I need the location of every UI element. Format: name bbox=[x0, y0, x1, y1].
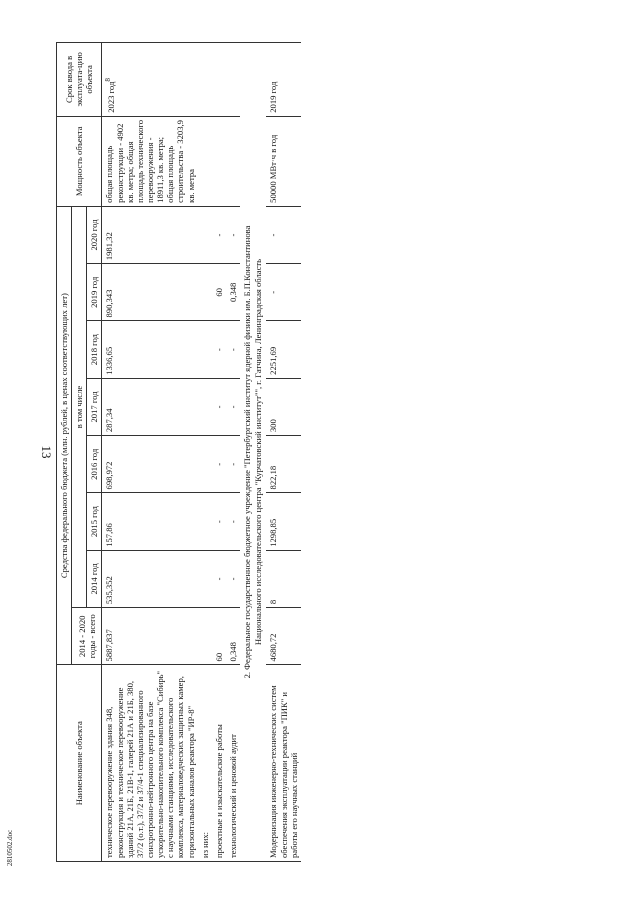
header-year: 2020 год bbox=[87, 206, 102, 263]
cell-2014: 8 bbox=[266, 550, 300, 607]
header-year: 2019 год bbox=[87, 264, 102, 321]
cell-power: общая площадь реконструкции - 4902 кв. метра; общая площадь технического перевооружения - 18911,3 кв. метра; общая площадь строительства - 3203,9 кв. метра bbox=[102, 116, 198, 206]
cell-term bbox=[212, 43, 226, 117]
table-row bbox=[226, 43, 240, 862]
cell-2014: 535,352 bbox=[102, 550, 198, 607]
cell-2018: 2251,69 bbox=[266, 321, 300, 378]
row-name: Модернизация инженерно-технических систем обеспечения эксплуатации реактора "ПИК" и работы его научных станций bbox=[266, 665, 300, 862]
section-title-line: Национального исследовательского центра "Курчатовский институт"", г. Гатчина, Ленинградская область bbox=[253, 258, 264, 646]
cell-2017: 287,34 bbox=[102, 378, 198, 435]
header-power: Мощность объекта bbox=[57, 116, 102, 206]
cell-2015: - bbox=[212, 493, 226, 550]
cell-2019: 0,348 bbox=[226, 264, 240, 321]
cell-total: 0,348 bbox=[226, 608, 240, 665]
cell-2015: 1298,85 bbox=[266, 493, 300, 550]
cell-term bbox=[198, 43, 212, 117]
header-name: Наименование объекта bbox=[57, 665, 102, 862]
cell-2014 bbox=[198, 550, 212, 607]
term-text: 2023 год bbox=[106, 81, 117, 113]
header-total: 2014 - 2020 годы - всего bbox=[72, 608, 102, 665]
cell-total: 5887,837 bbox=[102, 608, 198, 665]
section-title bbox=[240, 43, 266, 862]
row-name: из них: bbox=[198, 665, 212, 862]
header-year: 2015 год bbox=[87, 493, 102, 550]
budget-table bbox=[56, 42, 301, 862]
table-row bbox=[212, 43, 226, 862]
table-row bbox=[102, 43, 198, 862]
cell-2017: - bbox=[226, 378, 240, 435]
cell-2017 bbox=[198, 378, 212, 435]
row-name: проектные и изыскательские работы bbox=[212, 665, 226, 862]
header-year: 2014 год bbox=[87, 550, 102, 607]
cell-2016: 822,18 bbox=[266, 436, 300, 493]
cell-2016 bbox=[198, 436, 212, 493]
cell-2020: - bbox=[212, 206, 226, 263]
cell-2018 bbox=[198, 321, 212, 378]
table-row bbox=[266, 43, 300, 862]
row-name: техническое перевооружение здания 348, реконструкция и техническое перевооружение зданий 21А, 21Б, 21В-1, галерей 21А и 21Б, 380, 37/2 (о.т.), 37/2 и 37/4-1 специализированного синхротронно-нейтронного центра на базе ускорительно-накопительного комплекса "Сибирь" с научными станциями, исследовательского комплекса, материаловедческих защитных камер, горизонтальных каналов реактора "ИР-8" bbox=[102, 665, 198, 862]
cell-2015: 157,86 bbox=[102, 493, 198, 550]
cell-2020: 1981,32 bbox=[102, 206, 198, 263]
cell-total: 4680,72 bbox=[266, 608, 300, 665]
section-row bbox=[240, 43, 266, 862]
cell-term bbox=[226, 43, 240, 117]
cell-2014: - bbox=[212, 550, 226, 607]
cell-2015: - bbox=[226, 493, 240, 550]
term-footnote: 8 bbox=[104, 78, 113, 82]
row-name: технологический и ценовой аудит bbox=[226, 665, 240, 862]
cell-2016: - bbox=[226, 436, 240, 493]
header-budget-group: Средства федерального бюджета (млн. рублей, в ценах соответствующих лет) bbox=[57, 206, 72, 665]
header-year: 2017 год bbox=[87, 378, 102, 435]
cell-2018: - bbox=[226, 321, 240, 378]
rotated-page-content bbox=[56, 42, 616, 862]
page-number: 13 bbox=[39, 445, 54, 459]
table-row bbox=[198, 43, 212, 862]
cell-2016: 698,972 bbox=[102, 436, 198, 493]
cell-2016: - bbox=[212, 436, 226, 493]
cell-total bbox=[198, 608, 212, 665]
cell-2020: - bbox=[226, 206, 240, 263]
cell-2020 bbox=[198, 206, 212, 263]
cell-2019: 60 bbox=[212, 264, 226, 321]
cell-2019: - bbox=[266, 264, 300, 321]
cell-2018: - bbox=[212, 321, 226, 378]
cell-power bbox=[212, 116, 226, 206]
cell-2014: - bbox=[226, 550, 240, 607]
cell-2017: - bbox=[212, 378, 226, 435]
cell-term: 2019 год bbox=[266, 43, 300, 117]
header-year: 2016 год bbox=[87, 436, 102, 493]
cell-2018: 1336,65 bbox=[102, 321, 198, 378]
cell-2020: - bbox=[266, 206, 300, 263]
cell-term bbox=[102, 43, 198, 117]
cell-power bbox=[226, 116, 240, 206]
cell-2019: 890,343 bbox=[102, 264, 198, 321]
cell-total: 60 bbox=[212, 608, 226, 665]
header-year: 2018 год bbox=[87, 321, 102, 378]
header-term: Срок ввода в эксплуата-цию объекта bbox=[57, 43, 102, 117]
section-title-line: 2. Федеральное государственное бюджетное учреждение "Петербургский институт ядерной физики им. Б.П.Константинова bbox=[242, 225, 253, 679]
cell-2017: 300 bbox=[266, 378, 300, 435]
header-incl: в том числе bbox=[72, 206, 87, 607]
footer-file-code: 2810502.doc bbox=[6, 829, 14, 867]
cell-power: 50000 МВт·ч в год bbox=[266, 116, 300, 206]
cell-2015 bbox=[198, 493, 212, 550]
cell-power bbox=[198, 116, 212, 206]
cell-2019 bbox=[198, 264, 212, 321]
